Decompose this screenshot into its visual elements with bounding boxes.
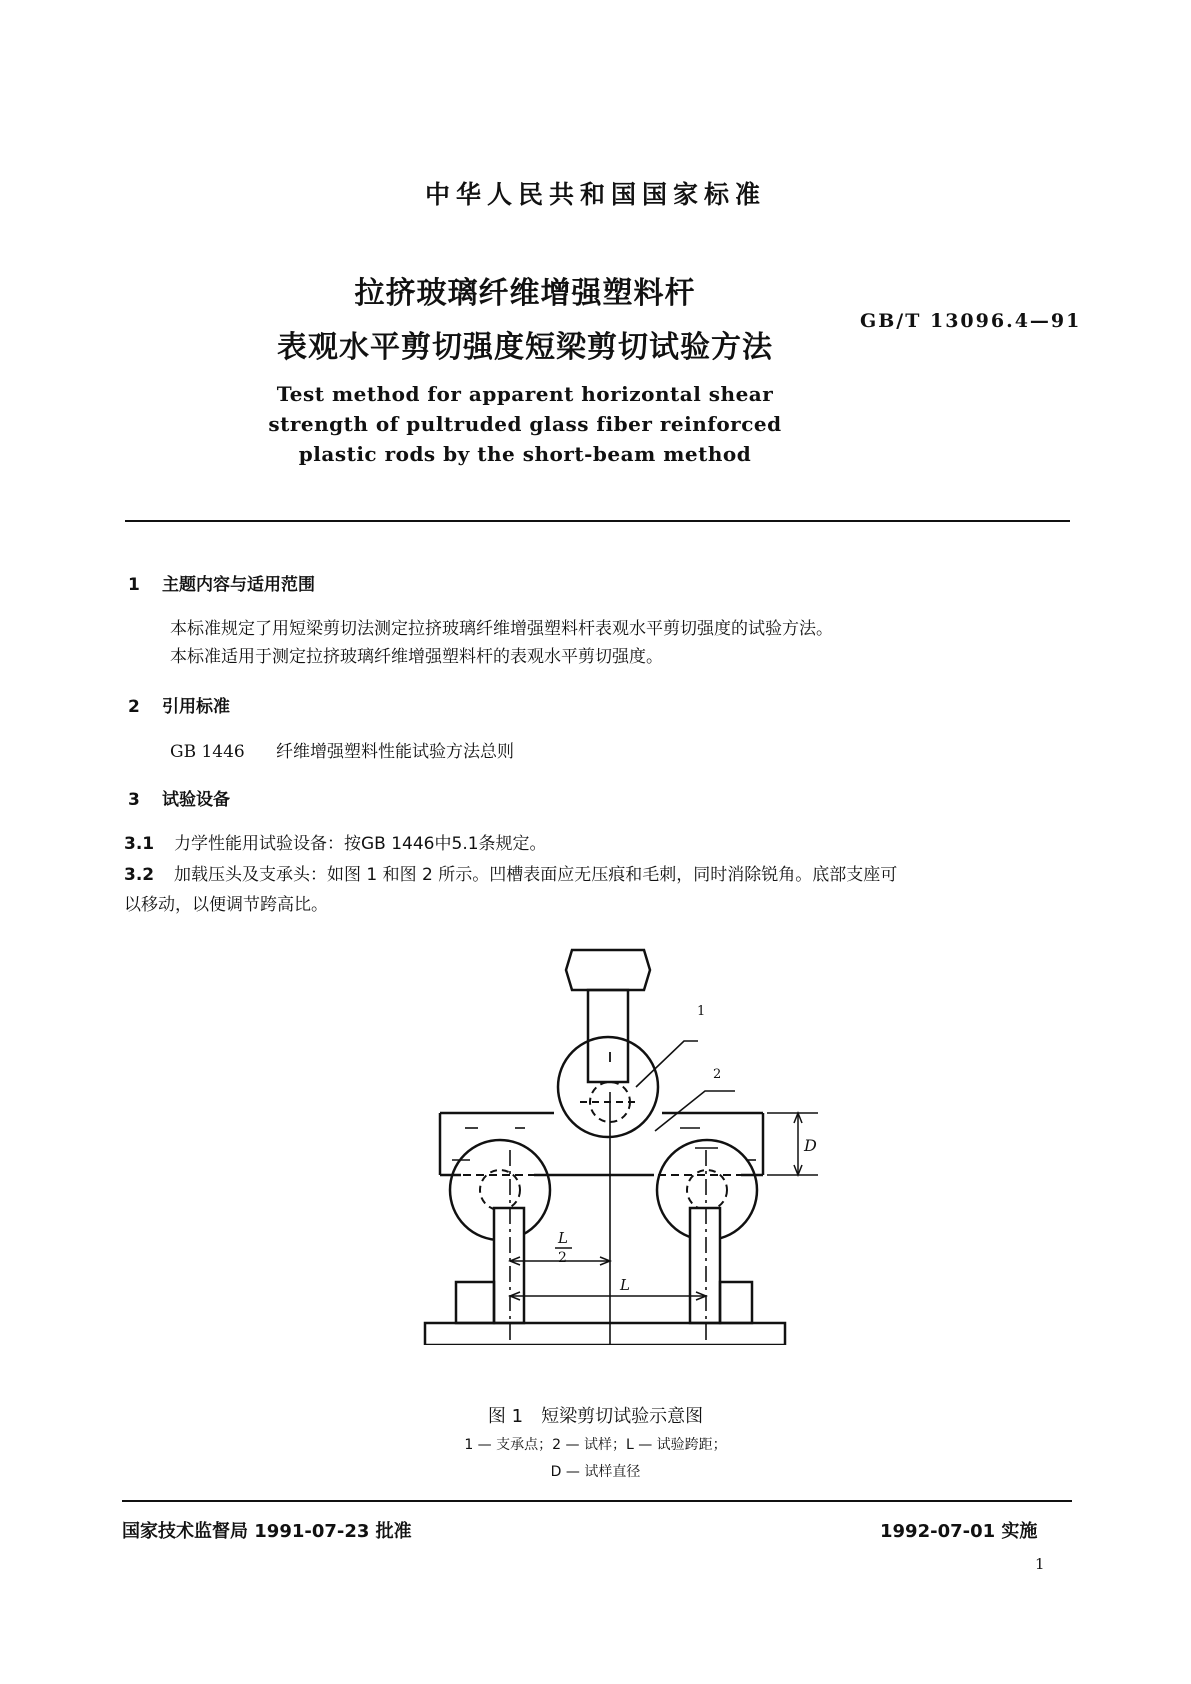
figure-1-diagram bbox=[400, 935, 840, 1345]
reference-code: GB 1446 bbox=[170, 742, 245, 762]
header-divider bbox=[125, 520, 1070, 522]
implementation-date: 1992-07-01 实施 bbox=[880, 1521, 1038, 1542]
section-1-heading bbox=[128, 570, 315, 595]
centerlines bbox=[510, 1092, 706, 1345]
dimension-label-d: D bbox=[804, 1136, 817, 1155]
loading-nose bbox=[558, 950, 658, 1137]
reference-standard bbox=[170, 737, 514, 762]
callout-leaders bbox=[636, 1041, 735, 1131]
title-cn-line1: 拉挤玻璃纤维增强塑料杆 bbox=[354, 276, 696, 311]
clause-3-2-number: 3.2 bbox=[124, 865, 155, 885]
section-3-heading bbox=[128, 785, 230, 810]
title-cn-line2: 表观水平剪切强度短梁剪切试验方法 bbox=[277, 330, 773, 365]
section-1-number: 1 bbox=[128, 575, 140, 595]
section-1-paragraph-2: 本标准适用于测定拉挤玻璃纤维增强塑料杆的表观水平剪切强度。 bbox=[170, 647, 663, 667]
clause-3-2-text-line2: 以移动，以便调节跨高比。 bbox=[124, 895, 328, 915]
footer-divider bbox=[122, 1500, 1072, 1502]
clause-3-1 bbox=[124, 829, 547, 854]
figure-1-legend-line2: D — 试样直径 bbox=[550, 1464, 641, 1480]
approval-date: 国家技术监督局 1991-07-23 批准 bbox=[122, 1521, 412, 1542]
specimen-bar bbox=[440, 1113, 763, 1175]
clause-3-2-text-line1: 加载压头及支承头：如图 1 和图 2 所示。凹槽表面应无压痕和毛刺，同时消除锐角。底部支座可 bbox=[174, 865, 898, 885]
page-number: 1 bbox=[1035, 1555, 1045, 1573]
section-1-title: 主题内容与适用范围 bbox=[162, 575, 315, 595]
clause-3-2 bbox=[124, 860, 897, 885]
section-3-number: 3 bbox=[128, 790, 140, 810]
title-en-line1: Test method for apparent horizontal shear bbox=[276, 382, 774, 406]
clause-3-1-number: 3.1 bbox=[124, 834, 155, 854]
half-span-denominator: 2 bbox=[558, 1250, 567, 1266]
section-2-title: 引用标准 bbox=[162, 697, 230, 717]
standard-code: GB/T 13096.4—91 bbox=[860, 310, 1082, 332]
dimension-span bbox=[510, 1292, 706, 1300]
figure-1-caption: 图 1 短梁剪切试验示意图 bbox=[487, 1406, 704, 1427]
clause-3-1-text: 力学性能用试验设备：按GB 1446中5.1条规定。 bbox=[174, 834, 547, 854]
section-1-paragraph-1: 本标准规定了用短梁剪切法测定拉挤玻璃纤维增强塑料杆表观水平剪切强度的试验方法。 bbox=[170, 619, 833, 639]
callout-label-1: 1 bbox=[697, 1004, 706, 1019]
section-2-number: 2 bbox=[128, 697, 140, 717]
half-span-numerator: L bbox=[558, 1229, 568, 1247]
title-en-line3: plastic rods by the short-beam method bbox=[298, 442, 752, 466]
section-3-title: 试验设备 bbox=[162, 790, 230, 810]
national-standard-heading: 中华人民共和国国家标准 bbox=[424, 180, 766, 209]
base-and-blocks bbox=[425, 1282, 785, 1345]
figure-1-legend-line1: 1 — 支承点；2 — 试样；L — 试验跨距； bbox=[464, 1437, 727, 1453]
callout-label-2: 2 bbox=[713, 1067, 722, 1082]
title-en-line2: strength of pultruded glass fiber reinforced bbox=[268, 412, 782, 436]
span-label-l: L bbox=[620, 1276, 630, 1294]
reference-title: 纤维增强塑料性能试验方法总则 bbox=[276, 742, 514, 762]
section-2-heading bbox=[128, 692, 230, 717]
